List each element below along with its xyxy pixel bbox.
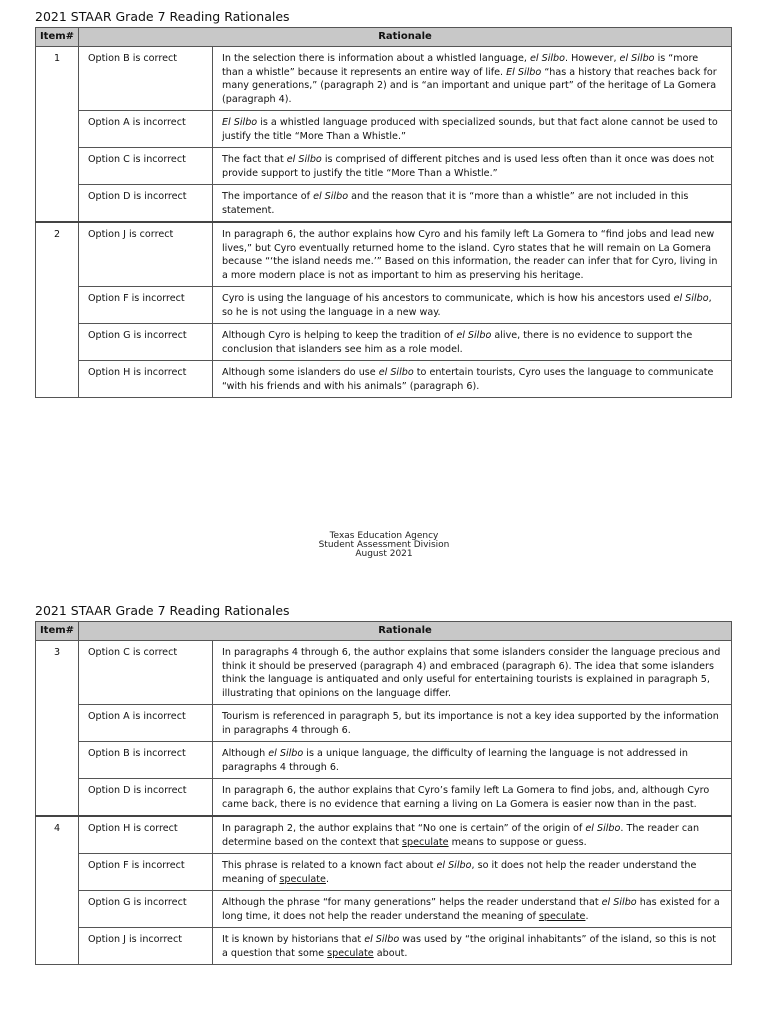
rationale-text: El Silbo is a whistled language produced with specialized sounds, but that fact alone cannot be used to justify the title “More Than a Whistle.” — [213, 111, 732, 148]
answer-option: Option C is correct — [79, 641, 213, 705]
answer-option: Option H is incorrect — [79, 361, 213, 398]
rationale-text: The importance of el Silbo and the reason that it is “more than a whistle” are not included in this statement. — [213, 185, 732, 223]
table-row — [36, 891, 732, 928]
answer-option: Option A is incorrect — [79, 111, 213, 148]
item-number: 4 — [36, 816, 79, 965]
table-row — [36, 111, 732, 148]
rationale-text: Although Cyro is helping to keep the tradition of el Silbo alive, there is no evidence to support the conclusion that islanders see him as a role model. — [213, 324, 732, 361]
answer-option: Option H is correct — [79, 816, 213, 854]
rationale-text: Although some islanders do use el Silbo to entertain tourists, Cyro uses the language to communicate “with his friends and with his animals” (paragraph 6). — [213, 361, 732, 398]
rationale-text: This phrase is related to a known fact about el Silbo, so it does not help the reader understand the meaning of speculate. — [213, 854, 732, 891]
item-number-header: Item# — [36, 28, 79, 47]
page-footer — [0, 532, 768, 559]
answer-option: Option D is incorrect — [79, 185, 213, 223]
answer-option: Option B is incorrect — [79, 742, 213, 779]
item-number: 1 — [36, 47, 79, 223]
answer-option: Option F is incorrect — [79, 854, 213, 891]
table-row — [36, 47, 732, 111]
table-row — [36, 324, 732, 361]
table-row — [36, 816, 732, 854]
page-title: 2021 STAAR Grade 7 Reading Rationales — [35, 603, 290, 618]
table-row — [36, 742, 732, 779]
rationale-text: The fact that el Silbo is comprised of different pitches and is used less often than it once was does not provide support to justify the title “More Than a Whistle.” — [213, 148, 732, 185]
answer-option: Option D is incorrect — [79, 779, 213, 817]
table-row — [36, 185, 732, 223]
rationale-text: In the selection there is information about a whistled language, el Silbo. However, el Silbo is “more than a whistle” because it represents an entire way of life. El Silbo “has a history that reaches back for many generations,” (paragraph 2) and is “an important and unique part” of the heritage of La Gomera (paragraph 4). — [213, 47, 732, 111]
page-title: 2021 STAAR Grade 7 Reading Rationales — [35, 9, 290, 24]
answer-option: Option F is incorrect — [79, 287, 213, 324]
rationale-text: It is known by historians that el Silbo was used by “the original inhabitants” of the island, so this is not a question that some speculate about. — [213, 928, 732, 965]
table-row — [36, 361, 732, 398]
rationale-header: Rationale — [79, 622, 732, 641]
answer-option: Option C is incorrect — [79, 148, 213, 185]
rationale-text: Although the phrase “for many generations” helps the reader understand that el Silbo has existed for a long time, it does not help the reader understand the meaning of speculate. — [213, 891, 732, 928]
answer-option: Option B is correct — [79, 47, 213, 111]
footer-agency: Texas Education Agency — [329, 531, 439, 541]
table-row — [36, 641, 732, 705]
rationale-text: In paragraphs 4 through 6, the author explains that some islanders consider the language precious and think it should be preserved (paragraph 4) and embraced (paragraph 6). The idea that some islanders think the language is antiquated and only useful for entertaining tourists is explained in paragraph 5, illustrating that opinions on the language differ. — [213, 641, 732, 705]
footer-date: August 2021 — [355, 549, 413, 559]
rationale-text: In paragraph 2, the author explains that “No one is certain” of the origin of el Silbo. The reader can determine based on the context that speculate means to suppose or guess. — [213, 816, 732, 854]
rationale-text: Although el Silbo is a unique language, the difficulty of learning the language is not addressed in paragraphs 4 through 6. — [213, 742, 732, 779]
answer-option: Option J is incorrect — [79, 928, 213, 965]
rationale-table — [35, 27, 732, 398]
table-row — [36, 222, 732, 287]
item-number: 3 — [36, 641, 79, 817]
item-number: 2 — [36, 222, 79, 398]
answer-option: Option J is correct — [79, 222, 213, 287]
item-number-header: Item# — [36, 622, 79, 641]
table-row — [36, 287, 732, 324]
rationale-text: In paragraph 6, the author explains that Cyro’s family left La Gomera to find jobs, and, although Cyro came back, there is no evidence that earning a living on La Gomera is easier now than in the past. — [213, 779, 732, 817]
table-row — [36, 705, 732, 742]
answer-option: Option G is incorrect — [79, 324, 213, 361]
rationale-text: Cyro is using the language of his ancestors to communicate, which is how his ancestors used el Silbo, so he is not using the language in a new way. — [213, 287, 732, 324]
answer-option: Option A is incorrect — [79, 705, 213, 742]
table-row — [36, 779, 732, 817]
rationale-header: Rationale — [79, 28, 732, 47]
table-row — [36, 928, 732, 965]
answer-option: Option G is incorrect — [79, 891, 213, 928]
footer-division: Student Assessment Division — [318, 540, 450, 550]
table-row — [36, 148, 732, 185]
rationale-table — [35, 621, 732, 965]
rationale-text: Tourism is referenced in paragraph 5, but its importance is not a key idea supported by the information in paragraphs 4 through 6. — [213, 705, 732, 742]
table-row — [36, 854, 732, 891]
rationale-text: In paragraph 6, the author explains how Cyro and his family left La Gomera to “find jobs and lead new lives,” but Cyro eventually returned home to the island. Cyro states that he will remain on La Gomera because “‘the island needs me.’” Based on this information, the reader can infer that for Cyro, living in a more modern place is not as important to him as preserving his heritage. — [213, 222, 732, 287]
